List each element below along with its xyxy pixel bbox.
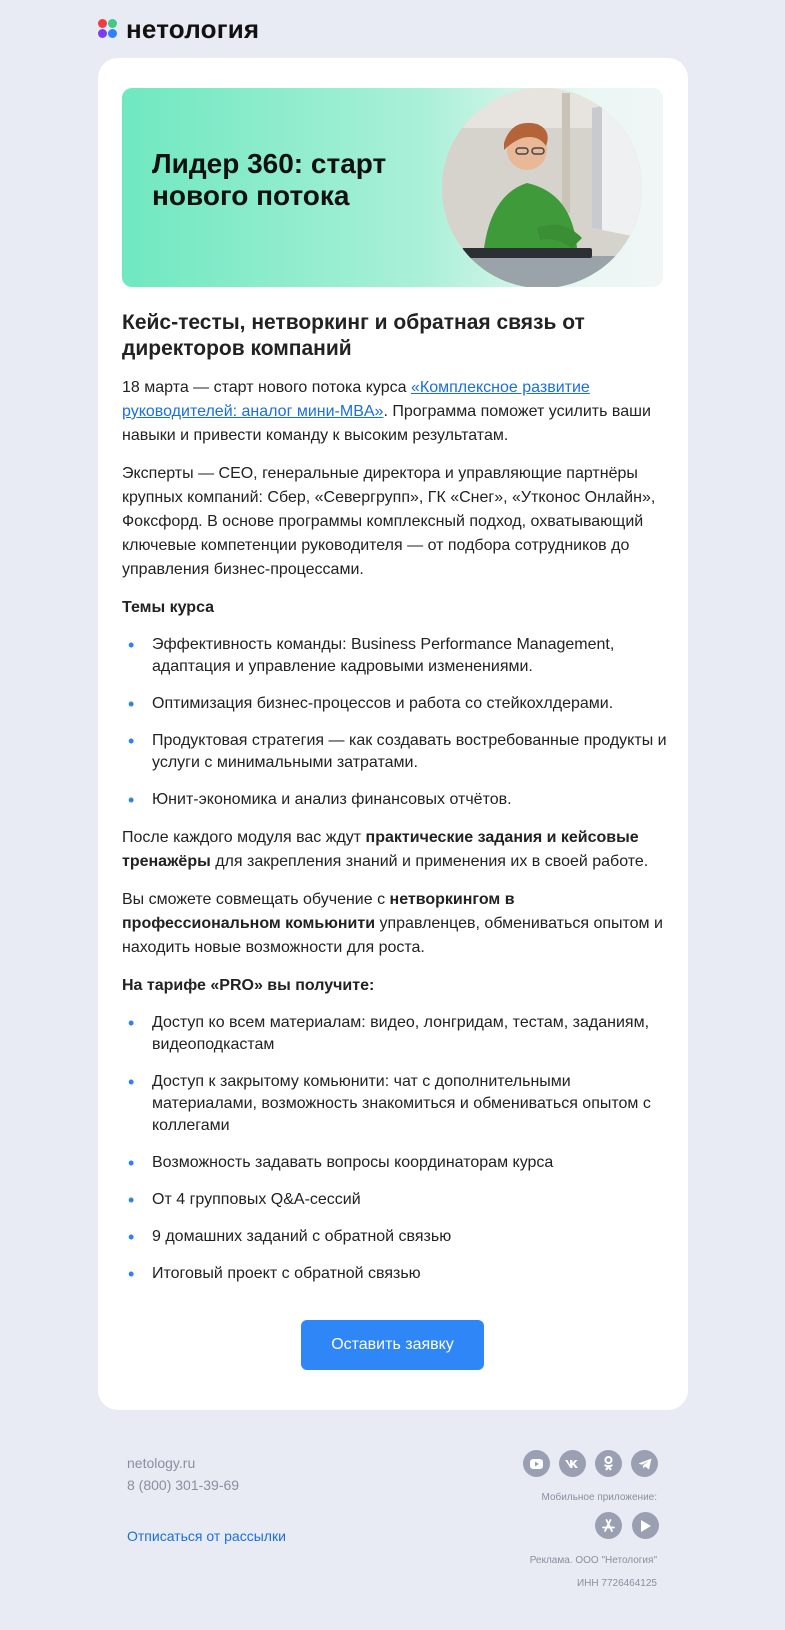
list-item: • Юнит-экономика и анализ финансовых отчётов. <box>122 789 667 811</box>
hero-photo <box>442 88 642 287</box>
list-item: • Оптимизация бизнес-процессов и работа со стейкохлдерами. <box>122 693 667 715</box>
experts-paragraph: Эксперты — CEO, генеральные директора и управляющие партнёры крупных компаний: Сбер, «Севергрупп», ГК «Снег», «Утконос Онлайн», Фоксфорд. В основе программы комплексный подход, охватывающий ключевые компетенции руководителя — от подбора сотрудников до управления бизнес-процессами. <box>122 465 656 578</box>
networking-text: Вы сможете совмещать обучение с <box>122 891 390 908</box>
app-links <box>595 1512 659 1539</box>
networking-highlight: нетворкингом в профессиональном комьюнити <box>122 891 515 932</box>
subtitle: Кейс-тесты, нетворкинг и обратная связь от директоров компаний <box>122 311 585 360</box>
practice-paragraph <box>122 826 667 874</box>
logo-mark-icon <box>98 19 118 39</box>
course-link[interactable]: «Комплексное развитие руководителей: аналог мини-MBA» <box>122 379 590 420</box>
hero-banner <box>122 88 663 287</box>
email-body <box>122 310 667 1300</box>
pro-title: На тарифе «PRO» вы получите: <box>122 977 375 994</box>
email-card <box>98 58 688 1410</box>
ok-icon[interactable] <box>595 1450 622 1477</box>
company-inn: ИНН 7726464125 <box>576 1578 657 1589</box>
list-item: • Доступ к закрытому комьюнити: чат с дополнительными материалами, возможность знакомиться и обмениваться опытом с коллегами <box>122 1071 667 1137</box>
list-item: • Эффективность команды: Business Performance Management, адаптация и управление кадровыми изменениями. <box>122 634 667 678</box>
practice-text: После каждого модуля вас ждут <box>122 829 366 846</box>
brand-name: нетология <box>126 13 260 44</box>
intro-paragraph <box>122 376 667 448</box>
footer-phone[interactable]: 8 (800) 301-39-69 <box>127 1477 240 1493</box>
social-links <box>523 1450 658 1477</box>
google-play-icon[interactable] <box>632 1512 659 1539</box>
brand-logo[interactable] <box>98 13 260 44</box>
apply-button[interactable]: Оставить заявку <box>301 1320 484 1370</box>
mobile-app-label: Мобильное приложение: <box>541 1492 657 1503</box>
vk-icon[interactable] <box>559 1450 586 1477</box>
intro-text-end: . Программа поможет усилить ваши навыки и привести команду к высоким результатам. <box>122 403 651 444</box>
topics-list <box>122 634 667 811</box>
intro-text: 18 марта — старт нового потока курса <box>122 379 411 396</box>
practice-highlight: практические задания и кейсовые тренажёры <box>122 829 639 870</box>
practice-text-end: для закрепления знаний и применения их в своей работе. <box>210 853 649 870</box>
list-item: • 9 домашних заданий с обратной связью <box>122 1226 667 1248</box>
list-item: • От 4 групповых Q&A-сессий <box>122 1189 667 1211</box>
list-item: • Итоговый проект с обратной связью <box>122 1263 667 1285</box>
pro-list <box>122 1012 667 1285</box>
list-item: • Продуктовая стратегия — как создавать востребованные продукты и услуги с минимальными затратами. <box>122 730 667 774</box>
youtube-icon[interactable] <box>523 1450 550 1477</box>
ad-disclaimer: Реклама. ООО "Нетология" <box>529 1555 657 1566</box>
list-item: • Доступ ко всем материалам: видео, лонгридам, тестам, заданиям, видеоподкастам <box>122 1012 667 1056</box>
footer-site-link[interactable]: netology.ru <box>127 1455 196 1471</box>
topics-title: Темы курса <box>122 599 215 616</box>
person-at-computer-image <box>442 88 642 287</box>
networking-text-end: управленцев, обмениваться опытом и находить новые возможности для роста. <box>122 915 663 956</box>
unsubscribe-link[interactable]: Отписаться от рассылки <box>127 1528 286 1544</box>
list-item: • Возможность задавать вопросы координаторам курса <box>122 1152 667 1174</box>
hero-title: Лидер 360: старт нового потока <box>152 148 387 211</box>
telegram-icon[interactable] <box>631 1450 658 1477</box>
networking-paragraph <box>122 888 667 960</box>
app-store-icon[interactable] <box>595 1512 622 1539</box>
footer-contacts <box>127 1452 286 1544</box>
